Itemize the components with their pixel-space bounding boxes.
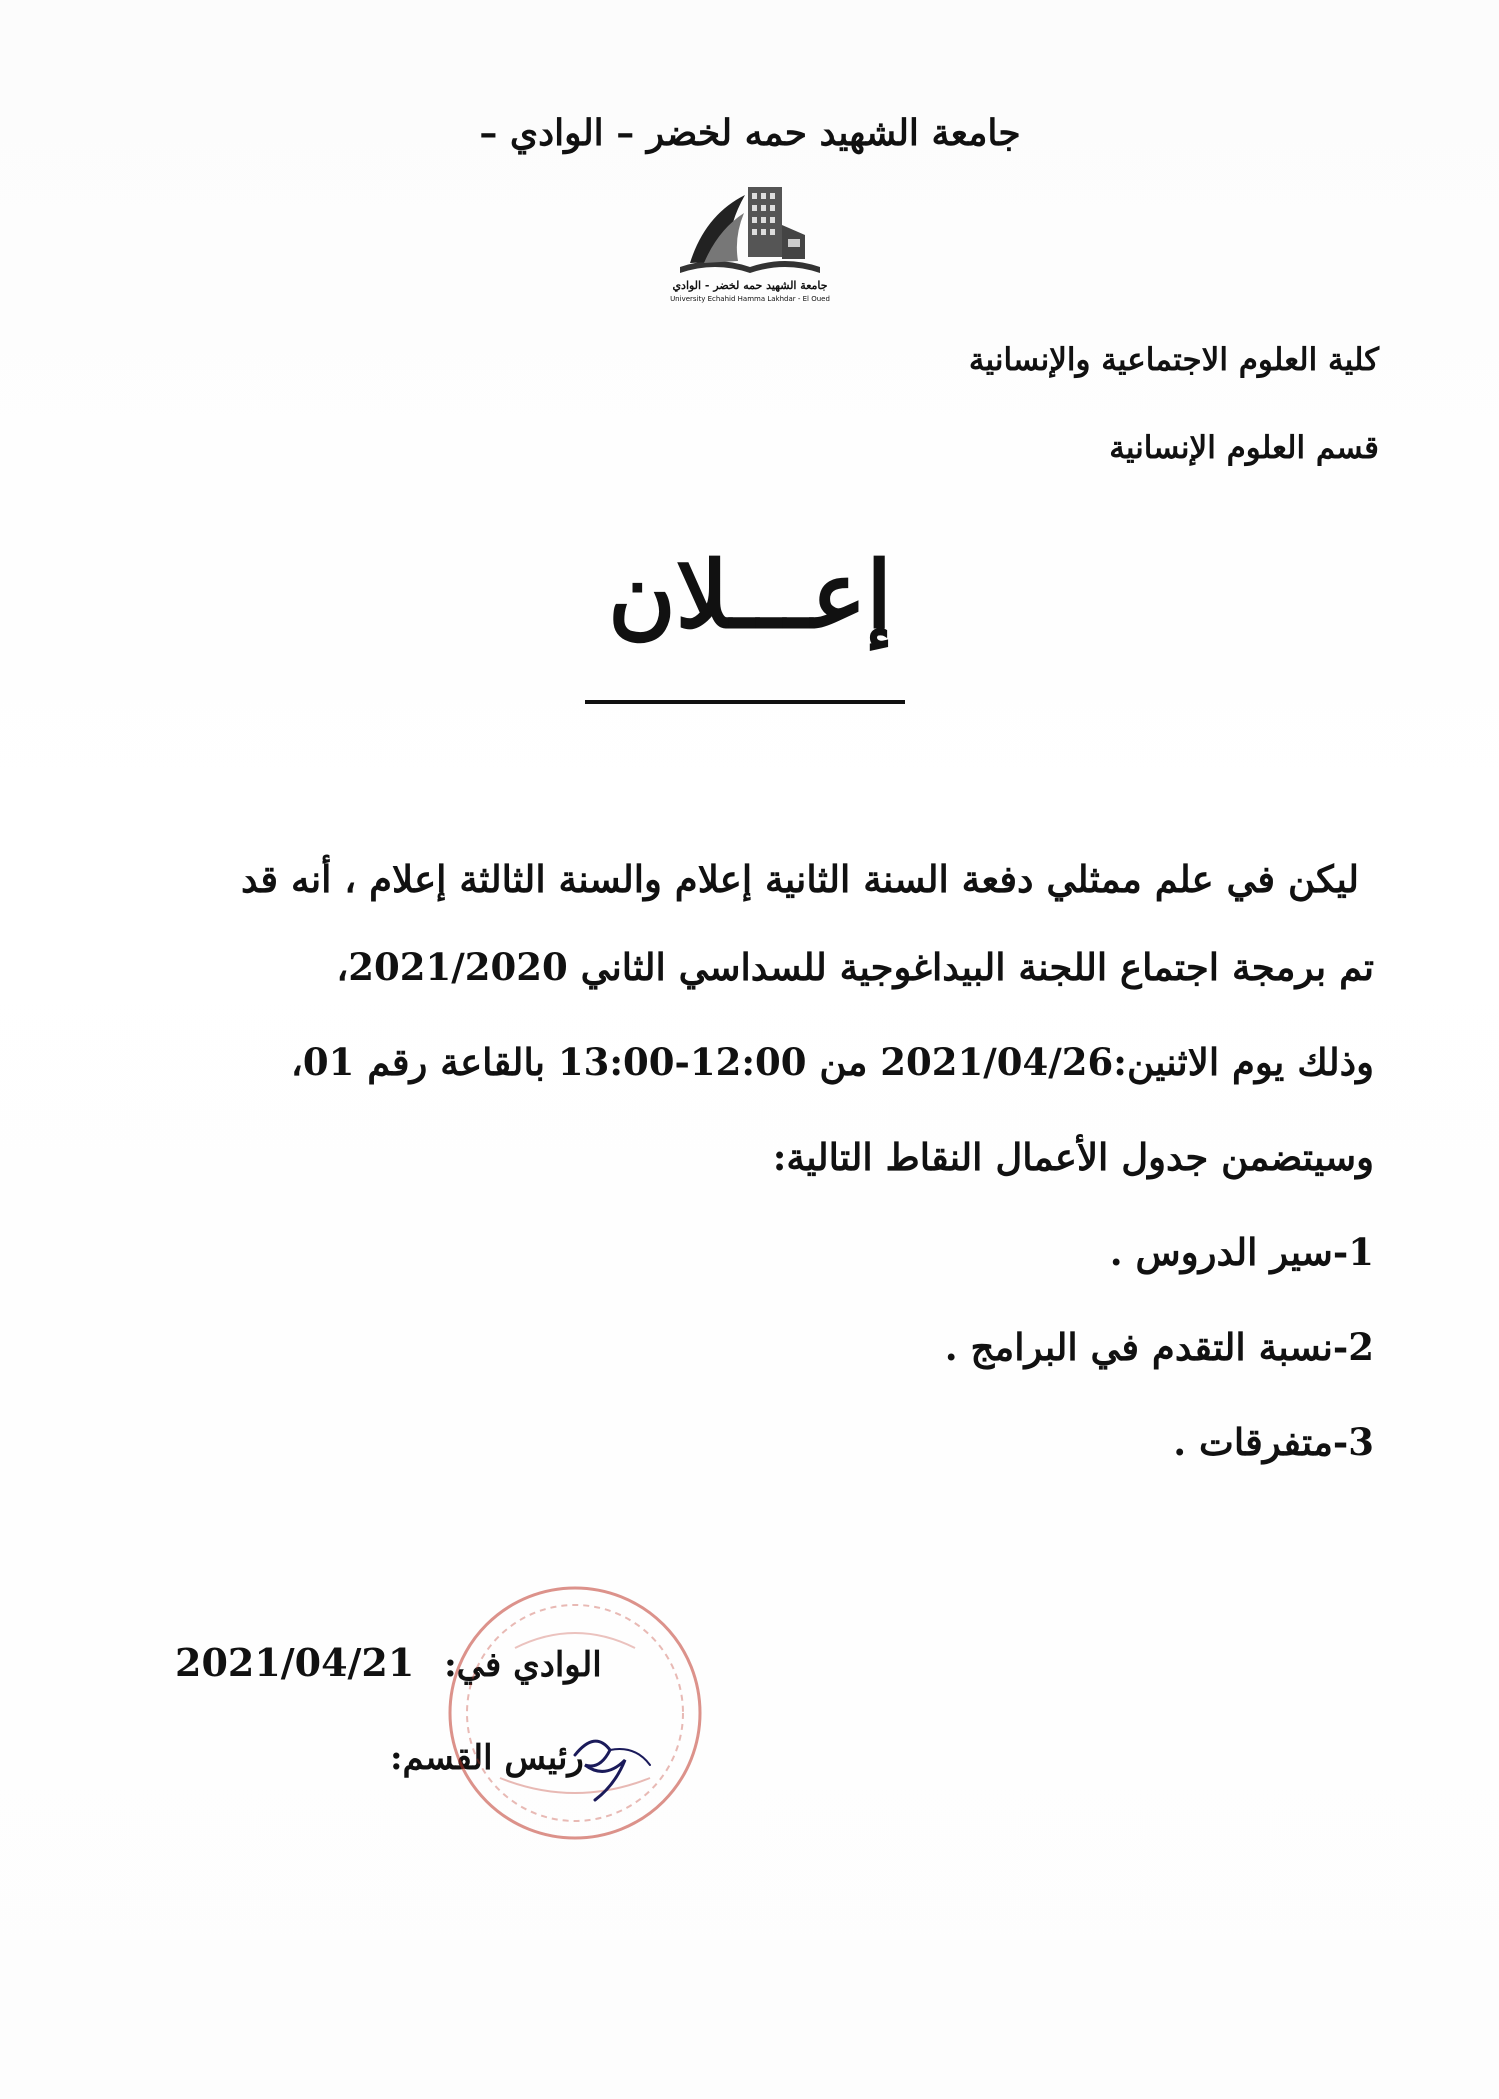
agenda-item: 3-متفرقات . — [1173, 1420, 1374, 1464]
body-line: تم برمجة اجتماع اللجنة البيداغوجية للسداسي الثاني 2021/2020، — [336, 945, 1374, 989]
university-logo — [670, 175, 830, 310]
logo-caption-english: University Echahid Hamma Lakhdar - El Oued — [670, 295, 830, 303]
faculty-name: كلية العلوم الاجتماعية والإنسانية — [968, 342, 1379, 378]
department-name: قسم العلوم الإنسانية — [1109, 430, 1379, 466]
body-line: وذلك يوم الاثنين:2021/04/26 من 12:00-13:00 بالقاعة رقم 01، — [290, 1040, 1374, 1084]
place-label: الوادي في: — [444, 1645, 602, 1685]
logo-caption-arabic: جامعة الشهيد حمه لخضر - الوادي — [672, 279, 828, 292]
university-name: جامعة الشهيد حمه لخضر – الوادي – — [479, 112, 1021, 154]
official-stamp-icon — [440, 1578, 710, 1848]
announcement-title: إعـــلان — [608, 541, 892, 649]
department-head-label: رئيس القسم: — [390, 1738, 584, 1778]
issue-date: 2021/04/21 — [175, 1640, 415, 1685]
university-logo-icon — [670, 175, 830, 279]
agenda-item: 1-سير الدروس . — [1109, 1230, 1374, 1274]
body-line: وسيتضمن جدول الأعمال النقاط التالية: — [772, 1135, 1374, 1179]
agenda-item: 2-نسبة التقدم في البرامج . — [944, 1325, 1374, 1369]
title-underline — [585, 700, 905, 704]
date-line — [175, 1640, 602, 1685]
body-line: ليكن في علم ممثلي دفعة السنة الثانية إعلام والسنة الثالثة إعلام ، أنه قد — [241, 857, 1359, 901]
